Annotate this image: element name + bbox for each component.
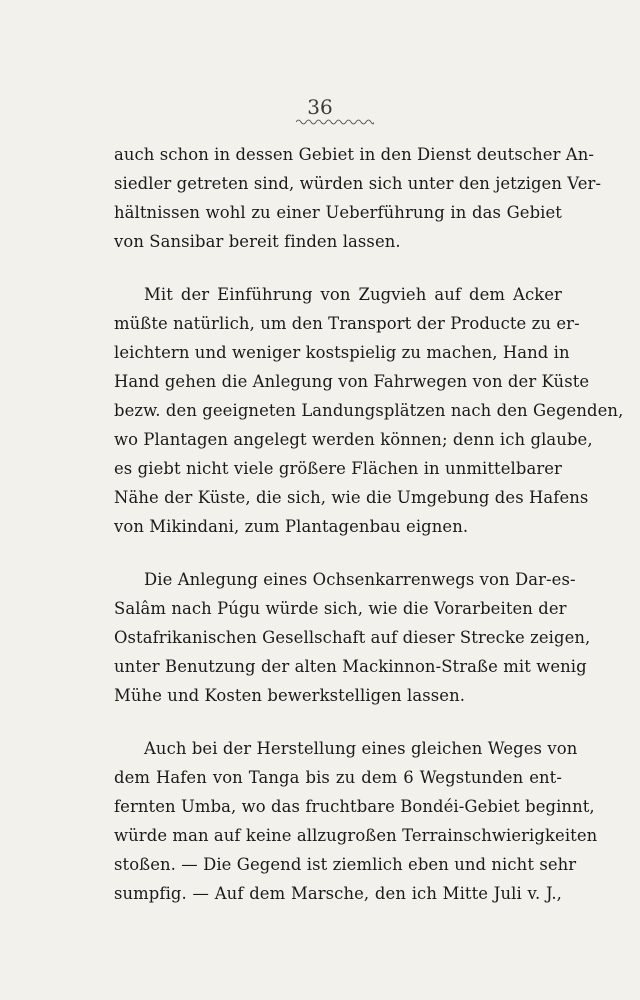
text-line: leichtern und weniger kostspielig zu machen, Hand in [114, 343, 570, 362]
text-line: es giebt nicht viele größere Flächen in unmittelbarer [114, 459, 562, 478]
text-line: stoßen. — Die Gegend ist ziemlich eben und nicht sehr [114, 855, 577, 874]
text-line: hältnissen wohl zu einer Ueberführung in das Gebiet [114, 203, 562, 222]
text-line: von Mikindani, zum Plantagenbau eignen. [114, 517, 469, 536]
text-line: auch schon in dessen Gebiet in den Dienst deutscher An- [114, 145, 595, 164]
paragraph-1 [114, 140, 602, 256]
page-number: 36 [307, 95, 333, 119]
body-text [114, 140, 624, 908]
text-line: siedler getreten sind, würden sich unter den jetzigen Ver- [114, 174, 602, 193]
text-line: Hand gehen die Anlegung von Fahrwegen von der Küste [114, 372, 590, 391]
text-line: Salâm nach Púgu würde sich, wie die Vorarbeiten der [114, 599, 567, 618]
text-line: fernten Umba, wo das fruchtbare Bondéi-Gebiet beginnt, [114, 797, 595, 816]
text-line: müßte natürlich, um den Transport der Producte zu er- [114, 314, 580, 333]
text-line: Die Anlegung eines Ochsenkarrenwegs von Dar-es- [144, 570, 576, 589]
paragraph-4 [114, 734, 598, 908]
text-line: Nähe der Küste, die sich, wie die Umgebung des Hafens [114, 488, 589, 507]
text-line: sumpfig. — Auf dem Marsche, den ich Mitte Juli v. J., [114, 884, 562, 903]
text-line: würde man auf keine allzugroßen Terrainschwierigkeiten [114, 826, 598, 845]
text-line: von Sansibar bereit finden lassen. [114, 232, 401, 251]
text-line: bezw. den geeigneten Landungsplätzen nach den Gegenden, [114, 401, 624, 420]
paragraph-3 [114, 565, 591, 710]
text-line: Mit der Einführung von Zugvieh auf dem Acker [144, 285, 562, 304]
text-line: Auch bei der Herstellung eines gleichen Weges von [144, 739, 578, 758]
paragraph-2 [114, 280, 624, 541]
text-line: dem Hafen von Tanga bis zu dem 6 Wegstunden ent- [114, 768, 562, 787]
text-line: Mühe und Kosten bewerkstelligen lassen. [114, 686, 466, 705]
wavy-rule-ornament [296, 118, 374, 126]
text-line: unter Benutzung der alten Mackinnon-Straße mit wenig [114, 657, 587, 676]
text-line: wo Plantagen angelegt werden können; denn ich glaube, [114, 430, 593, 449]
text-line: Ostafrikanischen Gesellschaft auf dieser Strecke zeigen, [114, 628, 591, 647]
